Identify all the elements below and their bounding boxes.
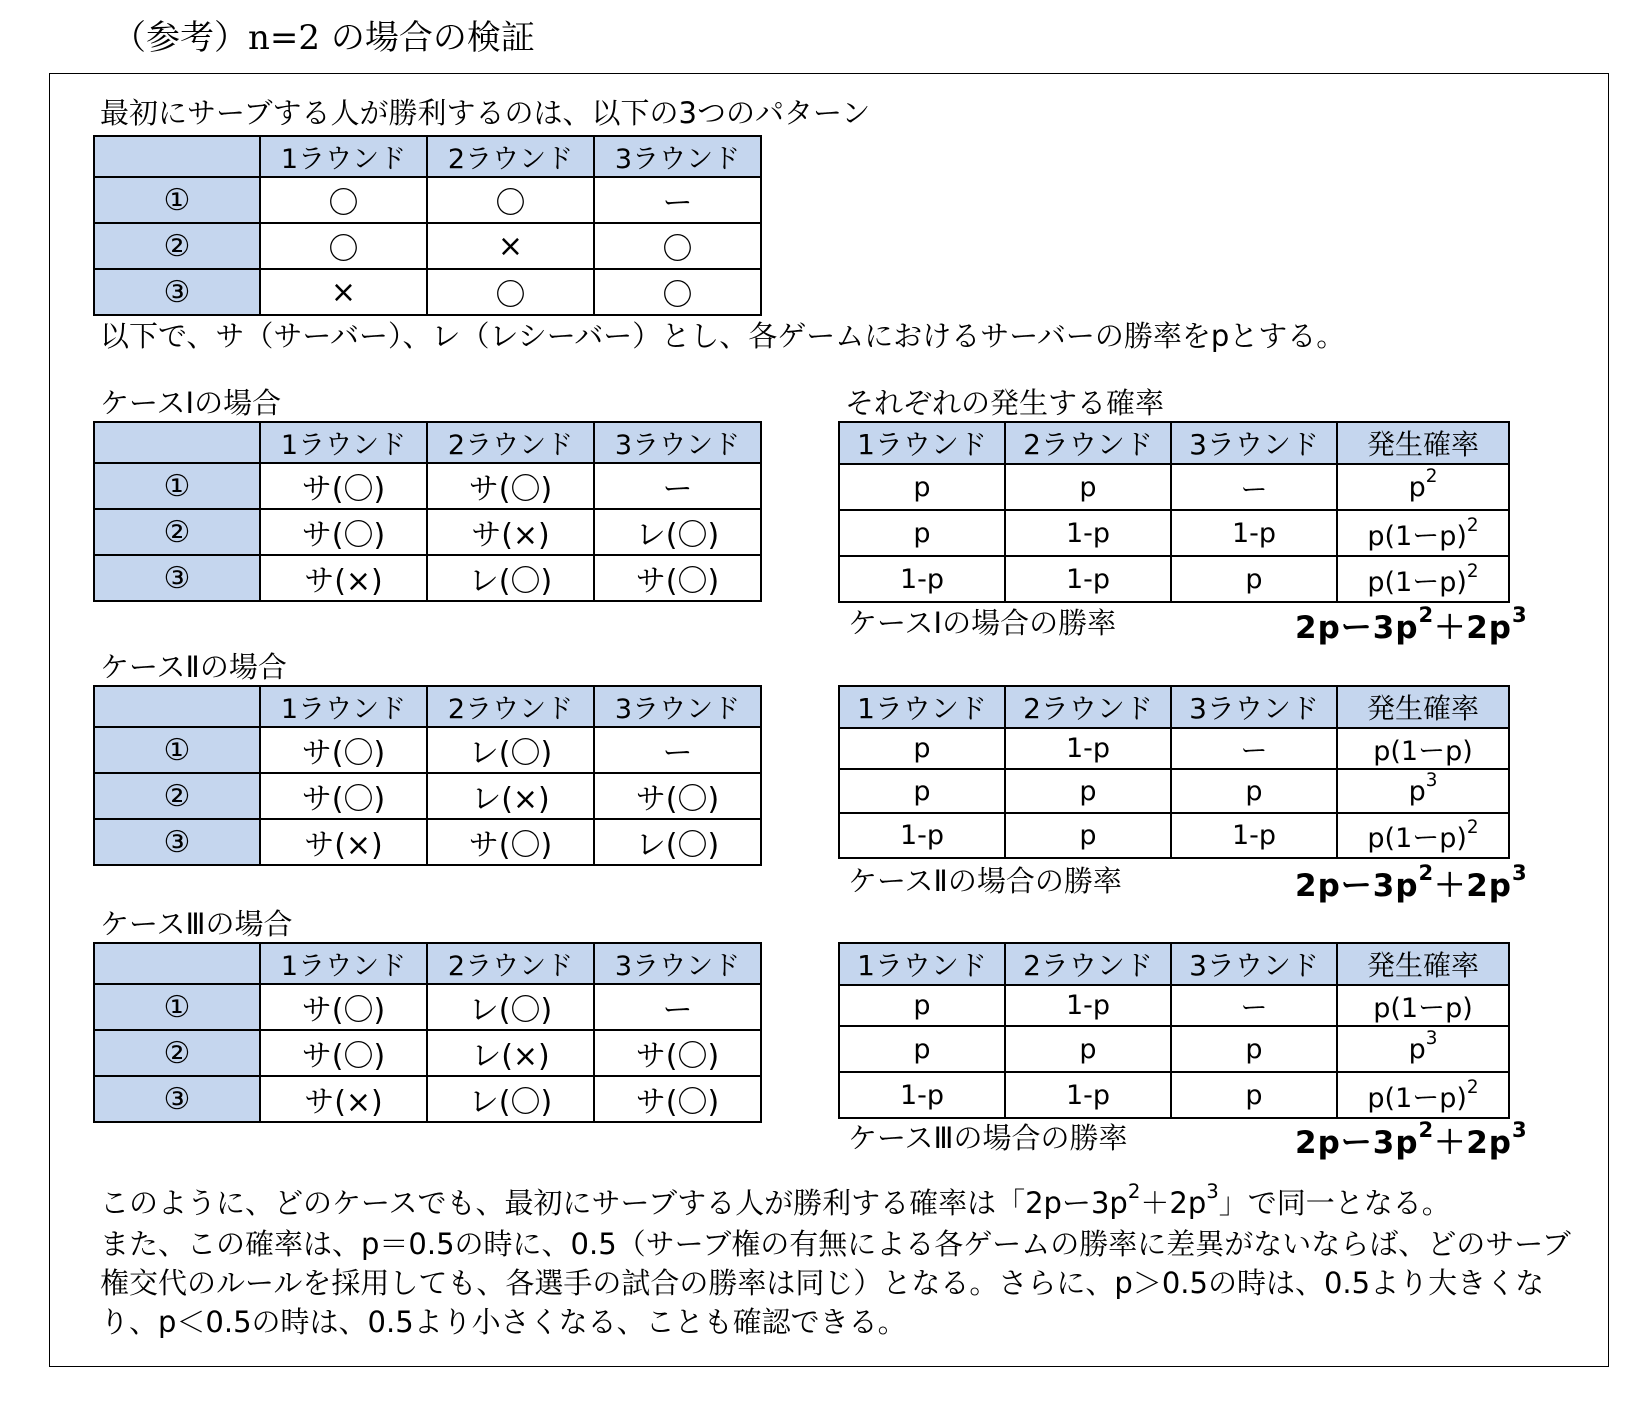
table-cell: サ(×) [260, 819, 427, 865]
table-cell: レ(〇) [594, 819, 761, 865]
conclusion-exp-2: 3 [1206, 1180, 1219, 1204]
table-cell: ー [594, 463, 761, 509]
header-round-3: 3ラウンド [594, 136, 761, 177]
row-label: ② [94, 509, 260, 555]
table-cell: ー [1171, 985, 1337, 1026]
rate-term-b: ＋2p [1434, 610, 1512, 646]
header-probability: 発生確率 [1337, 943, 1509, 985]
prob-exponent: 3 [1425, 769, 1438, 791]
table-cell: 〇 [594, 269, 761, 315]
case-2-title: ケースⅡの場合 [100, 650, 287, 684]
probability-cell [1337, 728, 1509, 769]
case-3-prob-table [838, 942, 1510, 1119]
conclusion-exp-1: 2 [1127, 1180, 1141, 1204]
probability-cell [1337, 1072, 1509, 1118]
page-title: （参考）n=2 の場合の検証 [112, 18, 535, 58]
table-cell: p [1171, 1026, 1337, 1072]
row-label: ① [94, 463, 260, 509]
probability-cell [1337, 985, 1509, 1026]
table-cell: ー [594, 727, 761, 773]
table-cell: サ(〇) [427, 819, 594, 865]
conclusion-text-b: ＋2p [1140, 1186, 1207, 1220]
header-round-3: 3ラウンド [594, 422, 761, 463]
rate-exp-a: 2 [1418, 602, 1435, 628]
prob-base: p(1ーp) [1367, 520, 1467, 552]
header-round-1: 1ラウンド [839, 422, 1005, 464]
row-label: ① [94, 727, 260, 773]
table-cell: 1-p [1005, 556, 1171, 602]
prob-exponent: 2 [1466, 514, 1479, 536]
table-cell: サ(〇) [260, 727, 427, 773]
prob-base: p(1ーp) [1373, 993, 1473, 1024]
header-probability: 発生確率 [1337, 422, 1509, 464]
case-2-rate-label: ケースⅡの場合の勝率 [848, 864, 1122, 898]
table-cell: サ(〇) [260, 1030, 427, 1076]
table-cell: サ(〇) [427, 463, 594, 509]
rate-term-b: ＋2p [1434, 868, 1512, 904]
header-probability: 発生確率 [1337, 686, 1509, 728]
case-3-rate-label: ケースⅢの場合の勝率 [848, 1121, 1128, 1155]
table-cell: p [1005, 464, 1171, 510]
prob-exponent: 2 [1466, 560, 1479, 582]
definition-text: 以下で、サ（サーバー）、レ（レシーバー）とし、各ゲームにおけるサーバーの勝率をpとする。 [100, 319, 1346, 353]
prob-base: p [1408, 775, 1426, 807]
table-cell: × [260, 269, 427, 315]
header-round-1: 1ラウンド [839, 686, 1005, 728]
table-cell: p [839, 769, 1005, 813]
header-round-1: 1ラウンド [260, 422, 427, 463]
table-cell: サ(〇) [594, 1076, 761, 1122]
case-3-table [93, 942, 762, 1123]
table-cell: 〇 [260, 223, 427, 269]
header-round-2: 2ラウンド [427, 136, 594, 177]
rate-term-b: ＋2p [1434, 1125, 1512, 1161]
table-cell: p [839, 985, 1005, 1026]
row-label: ③ [94, 555, 260, 601]
conclusion-line-1 [100, 1180, 1590, 1223]
prob-base: p(1ーp) [1367, 566, 1467, 598]
prob-base: p [1408, 471, 1426, 503]
table-cell: ー [594, 177, 761, 223]
case-1-table [93, 421, 762, 602]
table-cell: p [1005, 769, 1171, 813]
header-round-2: 2ラウンド [427, 943, 594, 984]
prob-base: p [1408, 1033, 1426, 1065]
table-cell: サ(〇) [260, 984, 427, 1030]
rate-exp-a: 2 [1418, 1117, 1435, 1143]
rate-exp-a: 2 [1418, 860, 1435, 886]
case-3-rate-formula [1295, 1117, 1528, 1163]
rate-exp-b: 3 [1511, 860, 1528, 886]
table-cell: レ(×) [427, 773, 594, 819]
case-3-title: ケースⅢの場合 [100, 907, 293, 941]
table-cell: 1-p [1171, 813, 1337, 858]
table-cell: 〇 [427, 177, 594, 223]
table-cell: 〇 [594, 223, 761, 269]
header-blank [94, 686, 260, 727]
probability-cell [1337, 1026, 1509, 1072]
case-1-title: ケースⅠの場合 [100, 386, 282, 420]
table-cell: 1-p [1005, 510, 1171, 556]
table-cell: ー [1171, 464, 1337, 510]
table-cell: サ(×) [427, 509, 594, 555]
table-cell: 1-p [839, 1072, 1005, 1118]
table-cell: サ(〇) [594, 1030, 761, 1076]
table-cell: レ(〇) [594, 509, 761, 555]
case-2-prob-table [838, 685, 1510, 859]
probability-cell [1337, 769, 1509, 813]
row-label: ① [94, 177, 260, 223]
probability-cell [1337, 510, 1509, 556]
pattern-table [93, 135, 762, 316]
case-1-rate-label: ケースⅠの場合の勝率 [848, 606, 1117, 640]
header-round-2: 2ラウンド [1005, 686, 1171, 728]
prob-exponent: 2 [1466, 1076, 1479, 1098]
table-cell: サ(〇) [594, 773, 761, 819]
header-blank [94, 422, 260, 463]
table-cell: レ(×) [427, 1030, 594, 1076]
table-cell: 1-p [1005, 985, 1171, 1026]
table-cell: レ(〇) [427, 984, 594, 1030]
table-cell: p [1171, 556, 1337, 602]
table-cell: p [839, 510, 1005, 556]
probability-cell [1337, 813, 1509, 858]
row-label: ③ [94, 269, 260, 315]
table-cell: p [839, 1026, 1005, 1072]
row-label: ② [94, 773, 260, 819]
prob-base: p(1ーp) [1367, 1082, 1467, 1114]
prob-exponent: 3 [1425, 1027, 1438, 1049]
row-label: ③ [94, 819, 260, 865]
table-cell: サ(〇) [594, 555, 761, 601]
row-label: ① [94, 984, 260, 1030]
table-cell: p [839, 464, 1005, 510]
header-round-3: 3ラウンド [1171, 686, 1337, 728]
table-cell: サ(×) [260, 555, 427, 601]
header-round-3: 3ラウンド [594, 686, 761, 727]
table-cell: レ(〇) [427, 1076, 594, 1122]
header-round-1: 1ラウンド [839, 943, 1005, 985]
rate-term-a: 2pー3p [1295, 868, 1419, 904]
header-round-1: 1ラウンド [260, 136, 427, 177]
table-cell: 1-p [1005, 728, 1171, 769]
case-1-prob-table [838, 421, 1510, 603]
table-cell: 〇 [427, 269, 594, 315]
probability-cell [1337, 556, 1509, 602]
probability-cell [1337, 464, 1509, 510]
table-cell: 1-p [1171, 510, 1337, 556]
table-cell: サ(〇) [260, 463, 427, 509]
header-blank [94, 136, 260, 177]
conclusion-text-c: 」で同一となる。 [1218, 1186, 1451, 1220]
rate-term-a: 2pー3p [1295, 1125, 1419, 1161]
table-cell: 1-p [839, 556, 1005, 602]
case-2-table [93, 685, 762, 866]
table-cell: p [839, 728, 1005, 769]
row-label: ② [94, 1030, 260, 1076]
table-cell: レ(〇) [427, 727, 594, 773]
table-cell: 1-p [839, 813, 1005, 858]
case-2-rate-formula [1295, 860, 1528, 906]
header-round-2: 2ラウンド [1005, 943, 1171, 985]
header-round-1: 1ラウンド [260, 943, 427, 984]
table-cell: サ(×) [260, 1076, 427, 1122]
rate-exp-b: 3 [1511, 1117, 1528, 1143]
table-cell: ー [594, 984, 761, 1030]
prob-exponent: 2 [1466, 817, 1479, 839]
case-1-rate-formula [1295, 602, 1528, 648]
conclusion-text-a: このように、どのケースでも、最初にサーブする人が勝利する確率は「2pー3p [100, 1186, 1128, 1220]
table-cell: p [1171, 769, 1337, 813]
table-cell: p [1171, 1072, 1337, 1118]
header-round-2: 2ラウンド [427, 686, 594, 727]
header-round-3: 3ラウンド [594, 943, 761, 984]
table-cell: 1-p [1005, 1072, 1171, 1118]
rate-exp-b: 3 [1511, 602, 1528, 628]
header-round-1: 1ラウンド [260, 686, 427, 727]
header-round-2: 2ラウンド [427, 422, 594, 463]
intro-text: 最初にサーブする人が勝利するのは、以下の3つのパターン [100, 96, 871, 130]
rate-term-a: 2pー3p [1295, 610, 1419, 646]
prob-base: p(1ーp) [1373, 736, 1473, 767]
header-round-3: 3ラウンド [1171, 422, 1337, 464]
header-blank [94, 943, 260, 984]
table-cell: レ(〇) [427, 555, 594, 601]
table-cell: × [427, 223, 594, 269]
table-cell: p [1005, 813, 1171, 858]
header-round-3: 3ラウンド [1171, 943, 1337, 985]
row-label: ③ [94, 1076, 260, 1122]
prob-base: p(1ーp) [1367, 823, 1467, 854]
header-round-2: 2ラウンド [1005, 422, 1171, 464]
row-label: ② [94, 223, 260, 269]
table-cell: ー [1171, 728, 1337, 769]
table-cell: p [1005, 1026, 1171, 1072]
table-cell: サ(〇) [260, 773, 427, 819]
conclusion-paragraph: また、この確率は、p＝0.5の時に、0.5（サーブ権の有無による各ゲームの勝率に差異がないならば、どのサーブ権交代のルールを採用しても、各選手の試合の勝率は同じ）となる。さらに、p＞0.5の時は、0.5より大きくなり、p＜0.5の時は、0.5より小さくなる、ことも確認できる。 [100, 1227, 1571, 1339]
table-cell: サ(〇) [260, 509, 427, 555]
table-cell: 〇 [260, 177, 427, 223]
prob-section-title: それぞれの発生する確率 [845, 386, 1165, 420]
prob-exponent: 2 [1425, 465, 1438, 487]
